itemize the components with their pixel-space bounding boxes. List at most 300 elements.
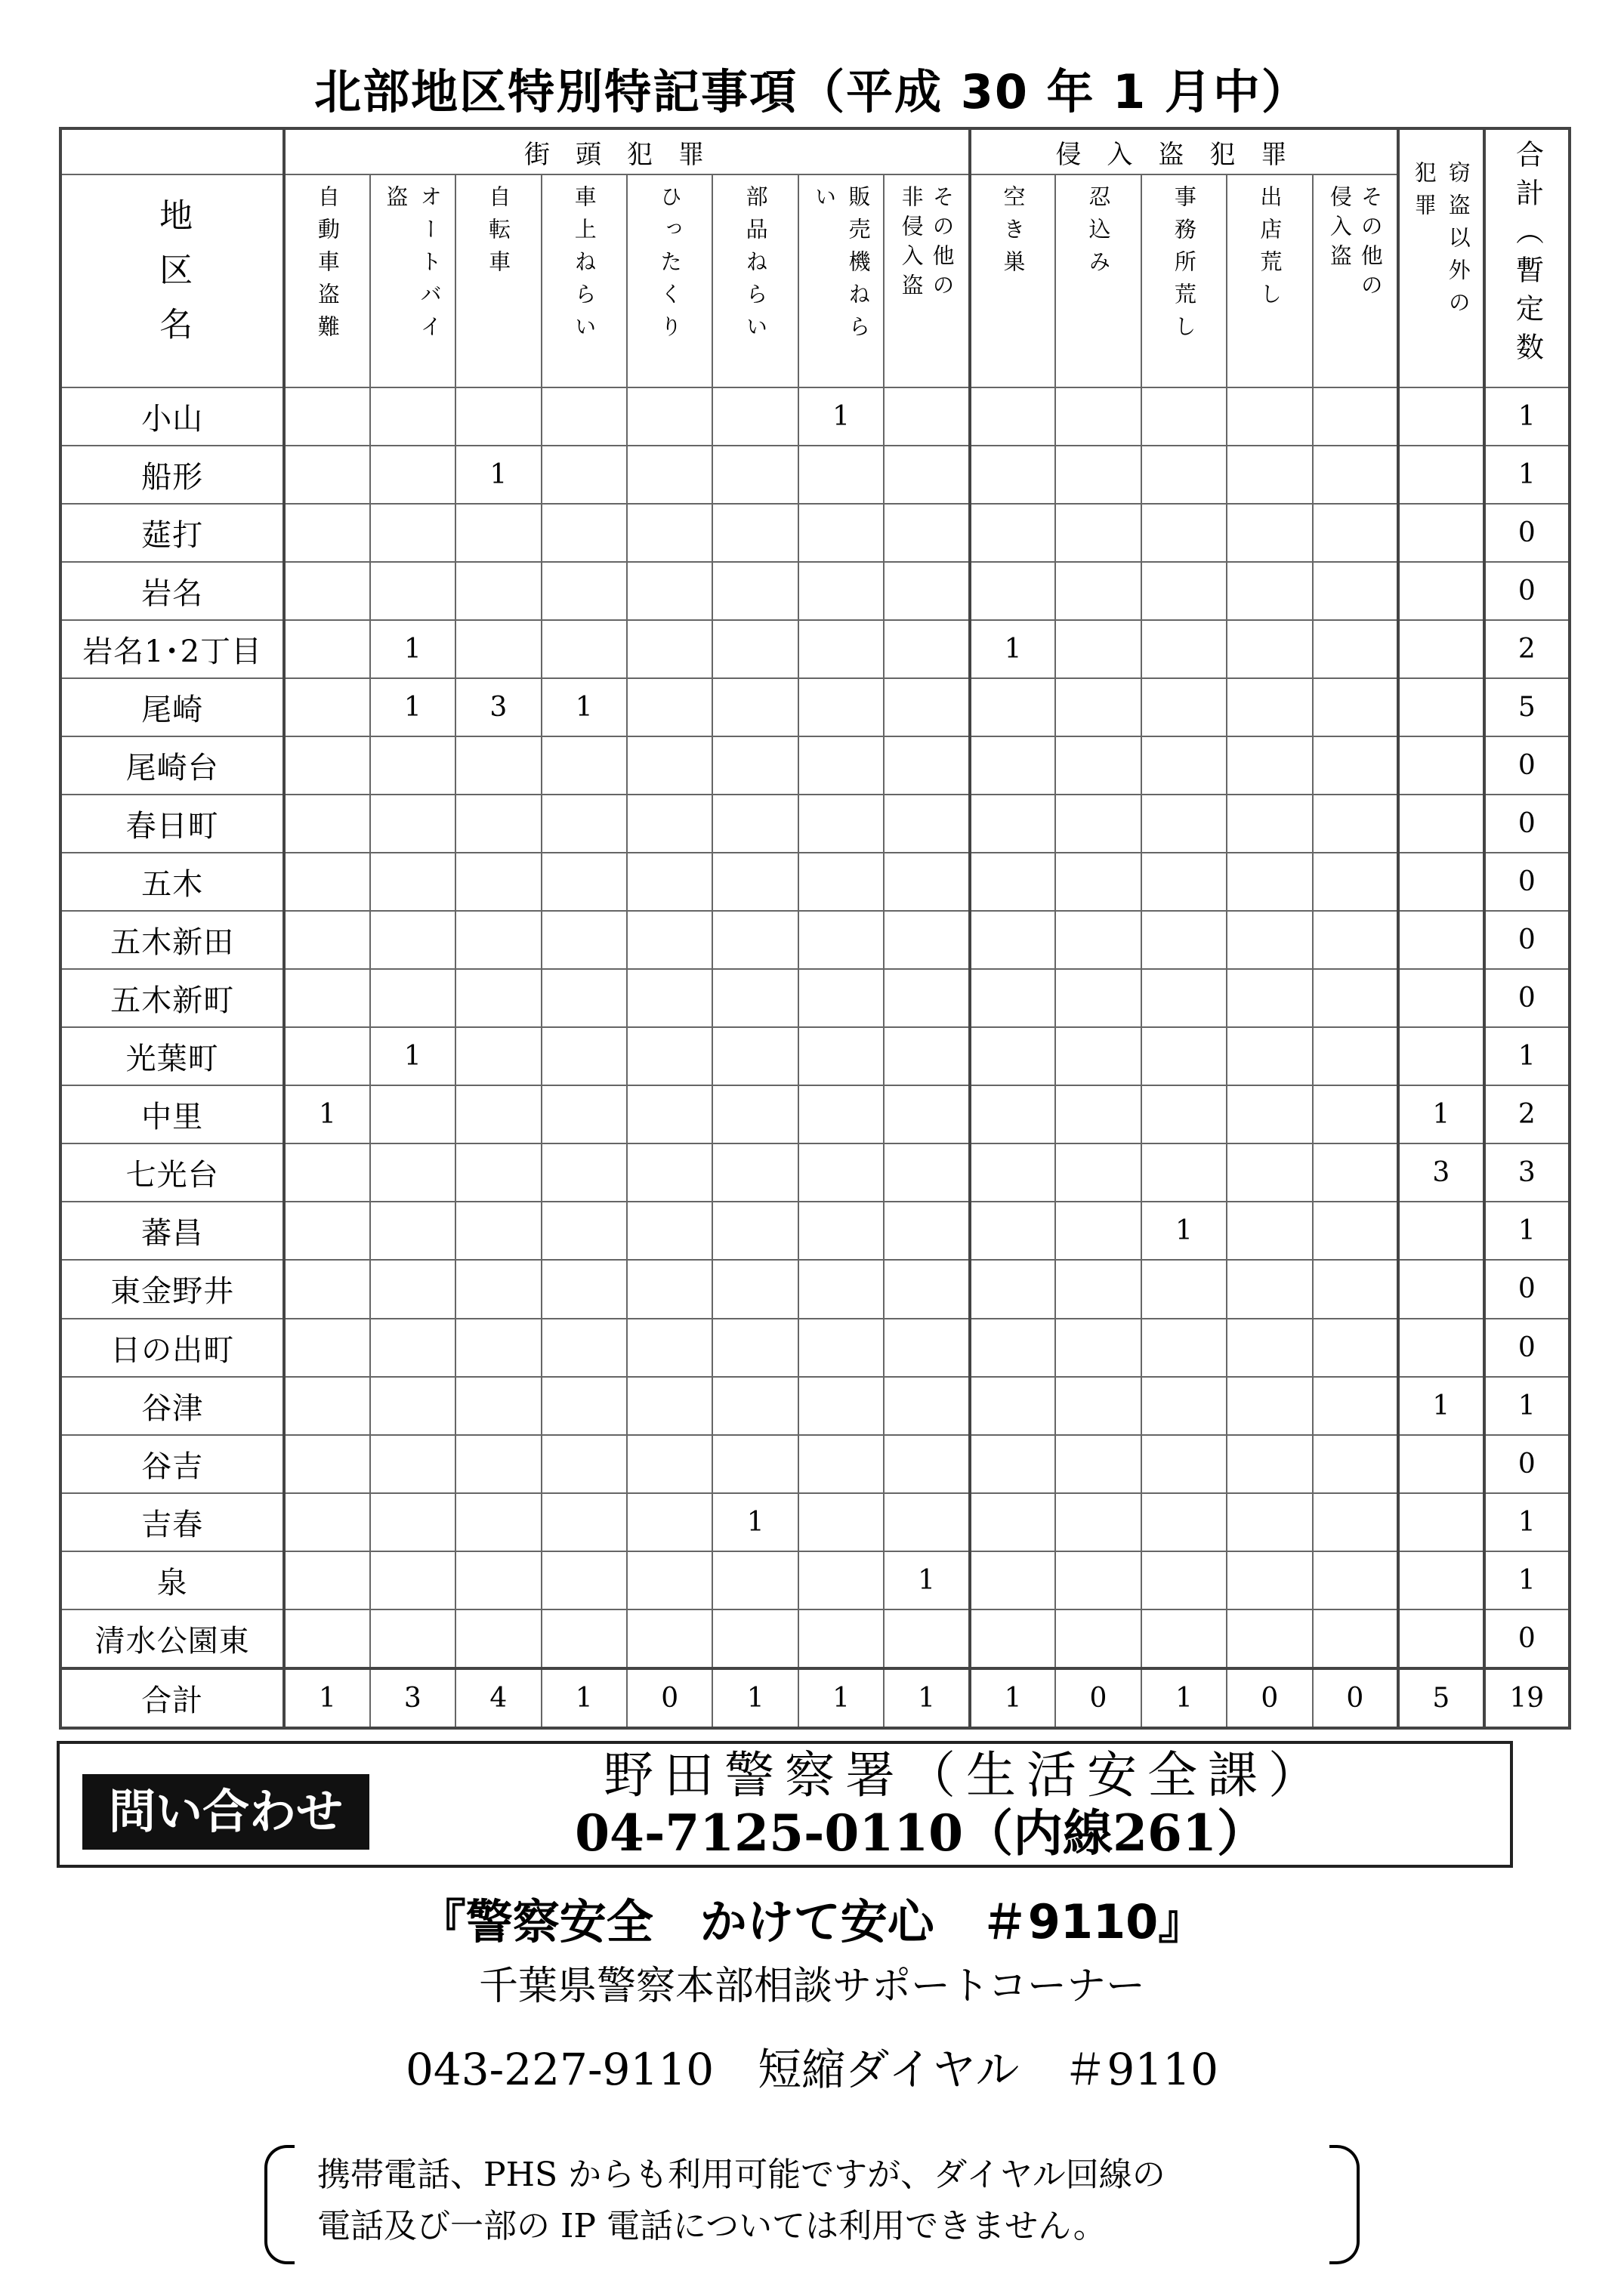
- table-cell: [884, 736, 969, 795]
- table-cell: [1055, 1143, 1141, 1202]
- column-header: 販売機ねらい: [798, 174, 884, 387]
- table-cell: [627, 911, 712, 969]
- table-cell: [1141, 446, 1227, 504]
- contact-badge: 問い合わせ: [82, 1774, 369, 1850]
- table-cell: [884, 387, 969, 446]
- table-cell: 0: [627, 1668, 712, 1728]
- district-name: 蕃昌: [60, 1202, 284, 1260]
- district-name: 泉: [60, 1551, 284, 1609]
- row-total: 1: [1484, 1202, 1570, 1260]
- table-cell: [1313, 795, 1398, 853]
- table-cell: [1055, 795, 1141, 853]
- table-cell: [1313, 620, 1398, 678]
- table-cell: [712, 1609, 798, 1668]
- table-cell: [1398, 1319, 1484, 1377]
- table-cell: [798, 911, 884, 969]
- row-total: 2: [1484, 620, 1570, 678]
- row-total: 0: [1484, 969, 1570, 1027]
- table-cell: [1141, 911, 1227, 969]
- table-cell: [455, 853, 541, 911]
- table-cell: [1313, 853, 1398, 911]
- table-cell: 1: [798, 1668, 884, 1728]
- contact-phone: 04-7125-0110（内線261）: [575, 1804, 1267, 1862]
- table-cell: [1055, 1551, 1141, 1609]
- table-row: [60, 853, 1570, 911]
- table-cell: [1313, 1609, 1398, 1668]
- table-cell: [970, 678, 1055, 736]
- table-cell: [370, 562, 455, 620]
- table-cell: [1055, 1435, 1141, 1493]
- table-cell: [1398, 969, 1484, 1027]
- table-cell: [970, 1609, 1055, 1668]
- table-cell: [1398, 387, 1484, 446]
- table-cell: [627, 1143, 712, 1202]
- table-cell: [1141, 1027, 1227, 1085]
- table-row: [60, 795, 1570, 853]
- table-cell: [1313, 1551, 1398, 1609]
- table-cell: [455, 1551, 541, 1609]
- table-cell: [455, 1377, 541, 1435]
- table-cell: [542, 736, 627, 795]
- table-cell: [712, 562, 798, 620]
- row-total: 0: [1484, 736, 1570, 795]
- row-total: 1: [1484, 1551, 1570, 1609]
- table-cell: 1: [712, 1668, 798, 1728]
- table-cell: [284, 1027, 369, 1085]
- column-header: 車上ねらい: [542, 174, 627, 387]
- table-cell: [1055, 562, 1141, 620]
- note-line-1: 携帯電話、PHS からも利用可能ですが、ダイヤル回線の: [317, 2156, 1166, 2194]
- row-total: 1: [1484, 446, 1570, 504]
- table-cell: [627, 1551, 712, 1609]
- table-cell: [1055, 1377, 1141, 1435]
- table-cell: [284, 1551, 369, 1609]
- table-cell: [884, 1493, 969, 1551]
- table-cell: [455, 1260, 541, 1318]
- table-cell: [712, 504, 798, 562]
- district-name: 光葉町: [60, 1027, 284, 1085]
- table-cell: [884, 795, 969, 853]
- table-cell: [970, 1319, 1055, 1377]
- table-cell: [1227, 678, 1312, 736]
- table-cell: [542, 1551, 627, 1609]
- table-cell: 1: [884, 1551, 969, 1609]
- district-name: 岩名: [60, 562, 284, 620]
- table-cell: [798, 853, 884, 911]
- district-name: 五木: [60, 853, 284, 911]
- table-row: [60, 1493, 1570, 1551]
- table-cell: [1227, 969, 1312, 1027]
- table-cell: [970, 1435, 1055, 1493]
- table-cell: [1398, 795, 1484, 853]
- table-cell: [542, 1085, 627, 1143]
- table-cell: [627, 678, 712, 736]
- table-cell: [1055, 504, 1141, 562]
- table-cell: [1313, 387, 1398, 446]
- district-name: 東金野井: [60, 1260, 284, 1318]
- table-cell: [455, 1609, 541, 1668]
- table-cell: [970, 1493, 1055, 1551]
- table-cell: [1313, 1435, 1398, 1493]
- table-cell: [970, 1085, 1055, 1143]
- table-cell: [712, 795, 798, 853]
- header-other-theft: 窃盗以外の犯罪: [1398, 128, 1484, 387]
- table-cell: [1055, 911, 1141, 969]
- table-cell: 1: [370, 678, 455, 736]
- table-cell: [370, 1202, 455, 1260]
- table-cell: [712, 1027, 798, 1085]
- table-cell: [627, 1435, 712, 1493]
- table-cell: [1313, 504, 1398, 562]
- table-cell: [1055, 736, 1141, 795]
- table-cell: [1055, 853, 1141, 911]
- table-row: [60, 1027, 1570, 1085]
- table-cell: [712, 736, 798, 795]
- table-cell: [1055, 387, 1141, 446]
- table-cell: [884, 620, 969, 678]
- table-cell: [284, 969, 369, 1027]
- table-cell: [1227, 1319, 1312, 1377]
- table-row: [60, 911, 1570, 969]
- bracket-left: [264, 2145, 295, 2264]
- table-cell: [970, 911, 1055, 969]
- district-name: 尾崎台: [60, 736, 284, 795]
- table-cell: [1227, 1085, 1312, 1143]
- table-cell: [542, 387, 627, 446]
- table-cell: [970, 795, 1055, 853]
- table-cell: [970, 1551, 1055, 1609]
- table-row: [60, 387, 1570, 446]
- table-cell: [1227, 853, 1312, 911]
- table-cell: [1055, 678, 1141, 736]
- table-cell: [712, 1551, 798, 1609]
- district-name: 七光台: [60, 1143, 284, 1202]
- district-name: 谷吉: [60, 1435, 284, 1493]
- table-cell: [1141, 1435, 1227, 1493]
- table-cell: [370, 504, 455, 562]
- table-cell: [1398, 446, 1484, 504]
- table-cell: [970, 1202, 1055, 1260]
- table-cell: [1313, 736, 1398, 795]
- table-cell: [798, 1260, 884, 1318]
- table-cell: [627, 1319, 712, 1377]
- table-cell: [970, 1143, 1055, 1202]
- table-cell: [712, 678, 798, 736]
- table-cell: [1055, 969, 1141, 1027]
- table-cell: 1: [1141, 1668, 1227, 1728]
- table-cell: [284, 1377, 369, 1435]
- column-header: 自動車盗難: [284, 174, 369, 387]
- table-cell: 1: [970, 620, 1055, 678]
- table-cell: 1: [970, 1668, 1055, 1728]
- table-cell: [455, 911, 541, 969]
- row-total: 0: [1484, 504, 1570, 562]
- table-cell: [1313, 1143, 1398, 1202]
- table-cell: [1227, 1551, 1312, 1609]
- header-total: 合計（暫定数: [1484, 128, 1570, 387]
- table-cell: [455, 562, 541, 620]
- group-header-burglary: 侵入盗犯罪: [970, 128, 1398, 174]
- table-cell: [627, 1085, 712, 1143]
- table-cell: [455, 387, 541, 446]
- table-cell: [1141, 387, 1227, 446]
- table-cell: [1227, 911, 1312, 969]
- table-cell: [370, 1551, 455, 1609]
- table-cell: [542, 1027, 627, 1085]
- table-cell: [970, 446, 1055, 504]
- column-header: 空き巣: [970, 174, 1055, 387]
- table-row: [60, 620, 1570, 678]
- table-cell: [712, 446, 798, 504]
- table-cell: [370, 446, 455, 504]
- table-cell: [1227, 387, 1312, 446]
- table-cell: 0: [1313, 1668, 1398, 1728]
- row-total: 19: [1484, 1668, 1570, 1728]
- table-cell: [370, 1260, 455, 1318]
- table-cell: [370, 1319, 455, 1377]
- table-cell: [1141, 1377, 1227, 1435]
- table-cell: [884, 446, 969, 504]
- contact-box: [57, 1741, 1513, 1868]
- table-cell: [1055, 1260, 1141, 1318]
- table-cell: 1: [284, 1668, 369, 1728]
- table-cell: [1227, 795, 1312, 853]
- table-cell: [627, 1202, 712, 1260]
- table-cell: 1: [884, 1668, 969, 1728]
- column-header: 自転車: [455, 174, 541, 387]
- table-cell: [1313, 1319, 1398, 1377]
- table-row: [60, 1435, 1570, 1493]
- table-cell: [284, 911, 369, 969]
- table-cell: [798, 1551, 884, 1609]
- table-cell: [1227, 1143, 1312, 1202]
- crime-table: [59, 127, 1571, 1730]
- table-row: [60, 1377, 1570, 1435]
- table-cell: [284, 1202, 369, 1260]
- table-cell: [370, 1085, 455, 1143]
- table-cell: [284, 1319, 369, 1377]
- table-cell: [455, 969, 541, 1027]
- table-cell: [1398, 620, 1484, 678]
- table-cell: [455, 1027, 541, 1085]
- table-cell: [627, 562, 712, 620]
- table-cell: [884, 911, 969, 969]
- table-cell: [712, 1435, 798, 1493]
- table-cell: [284, 1609, 369, 1668]
- table-cell: 0: [1227, 1668, 1312, 1728]
- table-cell: [284, 853, 369, 911]
- row-total: 0: [1484, 911, 1570, 969]
- table-cell: [455, 736, 541, 795]
- table-cell: [884, 1319, 969, 1377]
- table-cell: [370, 1435, 455, 1493]
- table-cell: [884, 1435, 969, 1493]
- table-cell: [627, 504, 712, 562]
- table-cell: [712, 1143, 798, 1202]
- table-cell: [970, 387, 1055, 446]
- table-cell: [1313, 911, 1398, 969]
- table-cell: [1398, 853, 1484, 911]
- table-cell: [542, 1260, 627, 1318]
- table-cell: [1227, 620, 1312, 678]
- table-cell: [284, 1143, 369, 1202]
- table-cell: 1: [370, 1027, 455, 1085]
- row-total: 0: [1484, 562, 1570, 620]
- table-cell: [1313, 1493, 1398, 1551]
- table-cell: [1227, 1027, 1312, 1085]
- table-cell: [1141, 1260, 1227, 1318]
- table-cell: [884, 562, 969, 620]
- table-cell: [284, 562, 369, 620]
- table-cell: [627, 1260, 712, 1318]
- table-cell: [798, 1609, 884, 1668]
- table-cell: [798, 969, 884, 1027]
- table-cell: 1: [1141, 1202, 1227, 1260]
- table-cell: [798, 1027, 884, 1085]
- table-cell: [884, 1027, 969, 1085]
- table-cell: 1: [542, 678, 627, 736]
- table-cell: [455, 1202, 541, 1260]
- table-cell: [1227, 1202, 1312, 1260]
- table-cell: [798, 1435, 884, 1493]
- table-cell: [542, 1202, 627, 1260]
- table-cell: [1141, 736, 1227, 795]
- table-cell: [1141, 969, 1227, 1027]
- table-cell: [370, 853, 455, 911]
- district-name: 五木新町: [60, 969, 284, 1027]
- table-cell: [542, 1609, 627, 1668]
- table-cell: [455, 1435, 541, 1493]
- table-cell: [542, 446, 627, 504]
- table-cell: [370, 1609, 455, 1668]
- table-cell: [798, 1202, 884, 1260]
- row-total: 0: [1484, 1609, 1570, 1668]
- table-cell: [884, 853, 969, 911]
- table-row: [60, 446, 1570, 504]
- table-cell: [1055, 1609, 1141, 1668]
- table-cell: [712, 1377, 798, 1435]
- note-line-2: 電話及び一部の IP 電話については利用できません。: [317, 2207, 1107, 2245]
- group-header-street: 街頭犯罪: [284, 128, 970, 174]
- row-total: 1: [1484, 387, 1570, 446]
- column-header: 侵入盗 その他の: [1313, 174, 1398, 387]
- table-cell: [798, 620, 884, 678]
- table-cell: [1055, 1493, 1141, 1551]
- district-name: 谷津: [60, 1377, 284, 1435]
- table-cell: [1398, 1493, 1484, 1551]
- row-total: 1: [1484, 1377, 1570, 1435]
- table-cell: [455, 504, 541, 562]
- table-row: [60, 562, 1570, 620]
- table-cell: [542, 1435, 627, 1493]
- table-cell: [1141, 1085, 1227, 1143]
- table-cell: [627, 853, 712, 911]
- table-cell: [1398, 1609, 1484, 1668]
- table-cell: 1: [284, 1085, 369, 1143]
- table-cell: [1398, 1435, 1484, 1493]
- table-cell: [970, 504, 1055, 562]
- header-blank: [60, 128, 284, 174]
- table-cell: [1141, 1319, 1227, 1377]
- table-cell: [370, 911, 455, 969]
- table-cell: [970, 562, 1055, 620]
- table-cell: [455, 620, 541, 678]
- district-name: 日の出町: [60, 1319, 284, 1377]
- table-cell: [884, 504, 969, 562]
- table-cell: [284, 678, 369, 736]
- table-cell: [1313, 1027, 1398, 1085]
- table-row: [60, 678, 1570, 736]
- table-cell: [1227, 562, 1312, 620]
- table-cell: [627, 1027, 712, 1085]
- table-cell: [542, 911, 627, 969]
- table-cell: [284, 504, 369, 562]
- table-cell: [1141, 1493, 1227, 1551]
- table-row: [60, 1609, 1570, 1668]
- table-row: [60, 504, 1570, 562]
- table-cell: [1141, 678, 1227, 736]
- table-cell: [1227, 736, 1312, 795]
- table-cell: [712, 911, 798, 969]
- table-cell: [798, 1319, 884, 1377]
- district-name: 尾崎: [60, 678, 284, 736]
- table-cell: [627, 446, 712, 504]
- contact-station: 野田警察署（生活安全課）: [604, 1746, 1329, 1804]
- table-cell: [712, 1260, 798, 1318]
- table-cell: [884, 969, 969, 1027]
- table-cell: [627, 620, 712, 678]
- district-name: 莚打: [60, 504, 284, 562]
- row-total: 1: [1484, 1027, 1570, 1085]
- table-cell: [370, 1493, 455, 1551]
- table-cell: [798, 1085, 884, 1143]
- table-cell: 1: [455, 446, 541, 504]
- bracket-right: [1329, 2145, 1360, 2264]
- table-cell: [1313, 562, 1398, 620]
- table-cell: [1055, 1202, 1141, 1260]
- table-cell: [284, 1260, 369, 1318]
- table-cell: [970, 1027, 1055, 1085]
- table-cell: [284, 620, 369, 678]
- table-cell: 3: [1398, 1143, 1484, 1202]
- table-cell: [1227, 1377, 1312, 1435]
- row-total: 0: [1484, 853, 1570, 911]
- table-cell: [1398, 504, 1484, 562]
- table-cell: [798, 562, 884, 620]
- consult-center: 千葉県警察本部相談サポートコーナー: [479, 1964, 1145, 2009]
- table-cell: [1141, 1143, 1227, 1202]
- column-header: 部品ねらい: [712, 174, 798, 387]
- total-row: [60, 1668, 1570, 1728]
- table-cell: [542, 620, 627, 678]
- table-cell: [455, 1085, 541, 1143]
- district-name: 春日町: [60, 795, 284, 853]
- table-cell: [284, 446, 369, 504]
- table-cell: [455, 1143, 541, 1202]
- table-cell: [798, 504, 884, 562]
- row-total: 5: [1484, 678, 1570, 736]
- table-cell: [1398, 1027, 1484, 1085]
- table-cell: 0: [1055, 1668, 1141, 1728]
- table-cell: [1055, 1319, 1141, 1377]
- table-cell: [1398, 1260, 1484, 1318]
- table-cell: [1141, 1609, 1227, 1668]
- district-name: 船形: [60, 446, 284, 504]
- column-header: オートバイ盗: [370, 174, 455, 387]
- table-cell: [284, 736, 369, 795]
- table-cell: [370, 795, 455, 853]
- table-cell: [1227, 1260, 1312, 1318]
